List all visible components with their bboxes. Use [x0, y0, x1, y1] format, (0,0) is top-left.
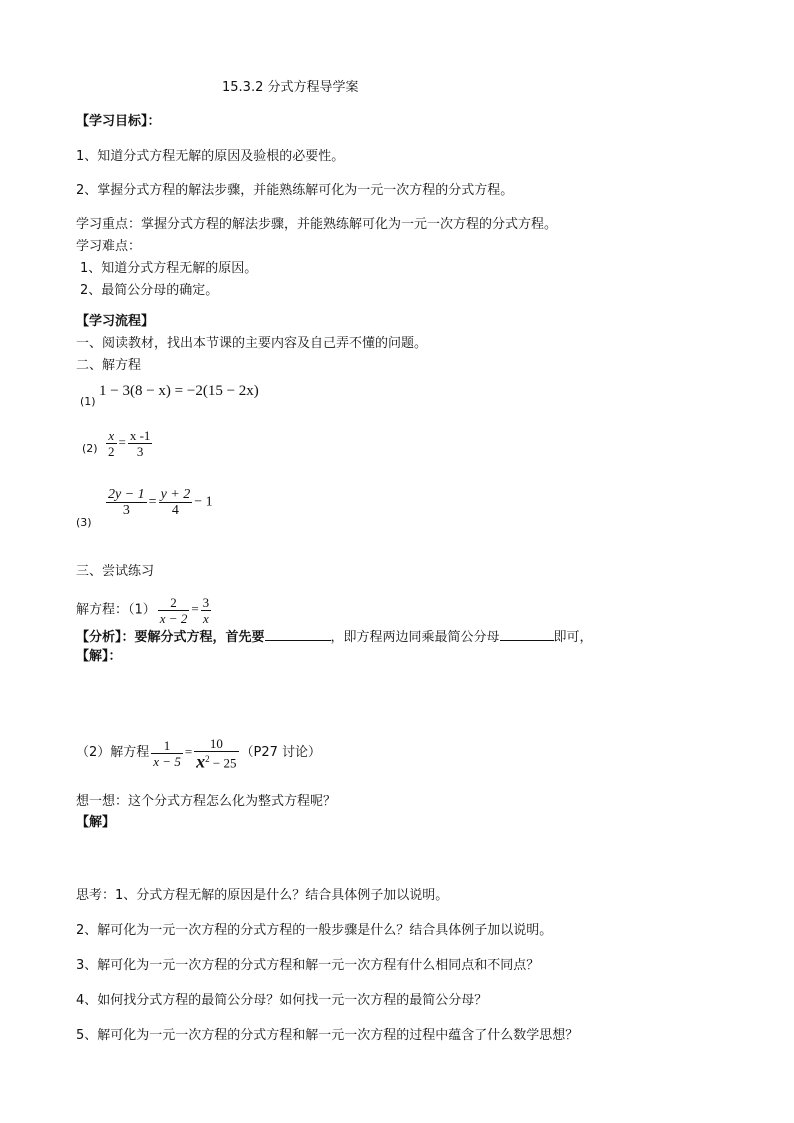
- question-3: 3、解可化为一元一次方程的分式方程和解一元一次方程有什么相同点和不同点？: [76, 958, 540, 973]
- question-1: 思考：1、分式方程无解的原因是什么？结合具体例子加以说明。: [76, 888, 449, 903]
- practice-2-denominator-exponent: 2: [205, 754, 210, 764]
- difficulty-heading: 学习难点：: [76, 239, 142, 254]
- analysis-line: [76, 627, 593, 646]
- step-2: 二、解方程: [76, 358, 142, 373]
- difficulty-1: 1、知道分式方程无解的原因。: [80, 261, 258, 276]
- eq3-equation: [104, 487, 213, 518]
- eq3-right-numerator: y + 2: [160, 487, 191, 502]
- eq1-label: (1): [80, 395, 96, 408]
- practice-1-right-numerator: 3: [202, 595, 210, 610]
- analysis-blank-1[interactable]: [265, 627, 331, 641]
- analysis-head: 【分析】：要解分式方程，首先要: [76, 630, 265, 645]
- objective-2: 2、掌握分式方程的解法步骤，并能熟练解可化为一元一次方程的分式方程。: [76, 183, 514, 198]
- document-title: 15.3.2 分式方程导学案: [222, 80, 359, 95]
- process-heading: 【学习流程】: [76, 314, 155, 329]
- practice-2-denominator-rest: − 25: [209, 755, 237, 771]
- step-1: 一、阅读教材，找出本节课的主要内容及自己弄不懂的问题。: [76, 336, 428, 351]
- practice-1: [76, 595, 213, 626]
- eq3-left-denominator: 3: [106, 502, 147, 518]
- eq2-left-denominator: 2: [108, 444, 115, 459]
- solve-label-1: 【解】：: [76, 649, 122, 664]
- analysis-blank-2[interactable]: [500, 627, 554, 641]
- eq3-left-numerator: 2y − 1: [108, 487, 145, 502]
- practice-2-right-fraction: [194, 736, 238, 770]
- practice-1-equals: =: [191, 601, 199, 617]
- practice-2-denominator-x: x: [196, 751, 206, 772]
- eq2-right-fraction: [128, 428, 153, 459]
- practice-2-equals: =: [184, 744, 193, 760]
- eq3-tail: − 1: [194, 494, 213, 510]
- practice-2-right-numerator: 10: [209, 736, 223, 751]
- eq2-right-denominator: 3: [128, 443, 153, 459]
- eq3-right-fraction: [159, 487, 193, 518]
- eq2-equation: [104, 428, 154, 459]
- practice-2-prefix: （2）解方程: [76, 745, 150, 761]
- analysis-tail: 即可，: [553, 630, 593, 645]
- eq2-right-numerator: x -1: [129, 428, 151, 443]
- practice-1-prefix: 解方程：（1）: [76, 602, 156, 618]
- practice-2-right-denominator: [194, 751, 238, 770]
- practice-1-left-denominator: x − 2: [159, 611, 188, 626]
- question-2: 2、解可化为一元一次方程的分式方程的一般步骤是什么？结合具体例子加以说明。: [76, 923, 553, 938]
- practice-2-left-fraction: [151, 738, 183, 769]
- question-4: 4、如何找分式方程的最简公分母？如何找一元一次方程的最简公分母？: [76, 993, 488, 1008]
- eq3-label: (3): [76, 516, 92, 529]
- practice-2-equation: [149, 736, 240, 772]
- think-1: 想一想：这个分式方程怎么化为整式方程呢？: [76, 794, 337, 809]
- eq3-equals: =: [148, 494, 157, 510]
- practice-1-left-fraction: [158, 595, 190, 626]
- analysis-middle: ，即方程两边同乘最简公分母: [330, 630, 500, 645]
- practice-1-equation: [156, 595, 213, 626]
- practice-2-left-numerator: 1: [163, 737, 171, 753]
- eq2-equals: =: [118, 434, 126, 450]
- practice-1-left-numerator: 2: [170, 595, 177, 610]
- eq3-right-denominator: 4: [159, 502, 193, 518]
- question-5: 5、解可化为一元一次方程的分式方程和解一元一次方程的过程中蕴含了什么数学思想？: [76, 1028, 579, 1043]
- step-3: 三、尝试练习: [76, 564, 155, 579]
- objectives-heading: 【学习目标】：: [76, 114, 161, 129]
- difficulty-2: 2、最简公分母的确定。: [80, 283, 219, 298]
- practice-2-note: （P27 讨论）: [240, 745, 322, 761]
- eq2-left-numerator: x: [108, 428, 115, 443]
- eq2-left-fraction: [106, 428, 117, 459]
- solve-label-2: 【解】: [76, 815, 116, 830]
- practice-2-left-denominator: x − 5: [153, 753, 181, 769]
- eq3-left-fraction: [106, 487, 147, 518]
- practice-1-right-fraction: [201, 595, 212, 626]
- practice-2: [76, 736, 321, 770]
- eq1-expression: 1 − 3(8 − x) = −2(15 − 2x): [99, 383, 259, 399]
- key-point: 学习重点：掌握分式方程的解法步骤，并能熟练解可化为一元一次方程的分式方程。: [76, 217, 558, 232]
- eq2-label: (2): [82, 442, 98, 455]
- practice-1-right-denominator: x: [201, 610, 212, 626]
- objective-1: 1、知道分式方程无解的原因及验根的必要性。: [76, 149, 345, 164]
